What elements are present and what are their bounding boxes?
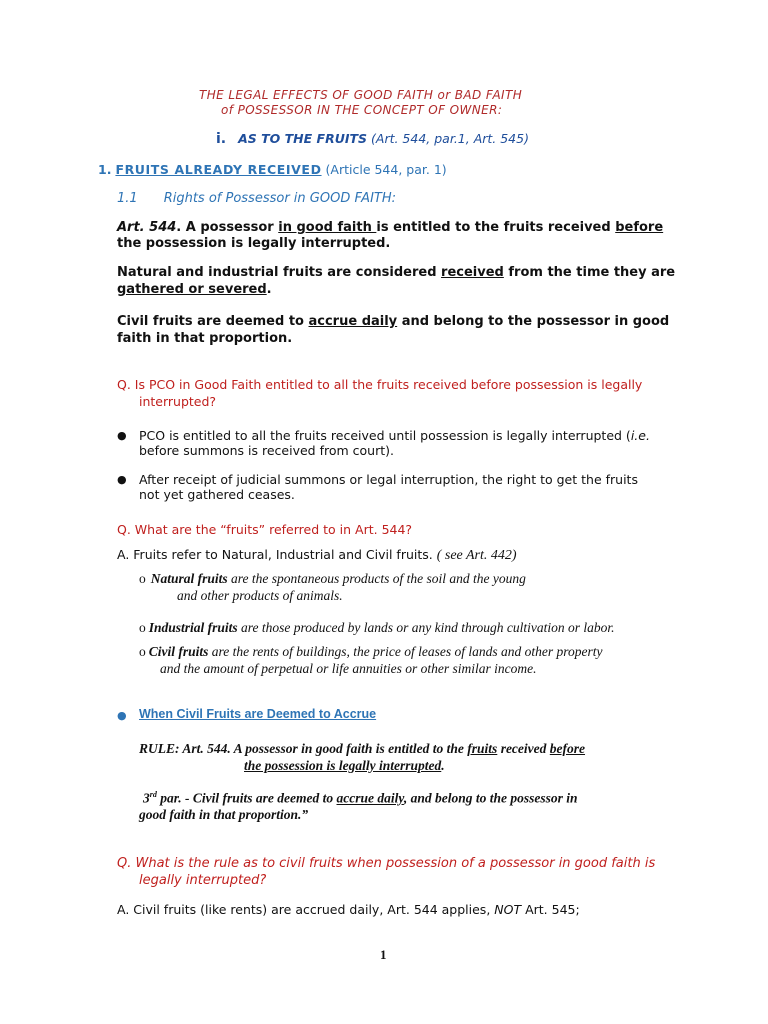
civil-fruits-line-1 xyxy=(117,314,669,329)
rule-underline-interrupted: the possession is legally interrupted xyxy=(244,758,442,773)
subsection-1-1-label: Rights of Possessor in GOOD FAITH: xyxy=(163,191,397,206)
natural-fruits-line-1 xyxy=(139,571,526,587)
civil-fruits-text: are the rents of buildings, the price of leases of lands and other property xyxy=(208,644,603,659)
natural-underline-received: received xyxy=(441,265,504,280)
section-1-number: 1. xyxy=(98,162,112,177)
natural-industrial-line-1 xyxy=(117,265,675,280)
section-1-label: FRUITS ALREADY RECEIVED xyxy=(115,162,322,177)
question-2: Q. What are the “fruits” referred to in Art. 544? xyxy=(117,522,413,537)
answer-3-text-2: Art. 545; xyxy=(521,902,580,917)
natural-fruits-text: are the spontaneous products of the soil and the young xyxy=(227,571,526,586)
document-title-line-1: THE LEGAL EFFECTS OF GOOD FAITH or BAD FAITH xyxy=(199,88,523,102)
industrial-fruits-text: are those produced by lands or any kind through cultivation or labor. xyxy=(237,620,615,635)
natural-fruits-line-2: and other products of animals. xyxy=(177,588,343,603)
civil-fruits-label: Civil fruits xyxy=(148,644,209,659)
third-par-superscript: rd xyxy=(149,790,157,799)
rule-text-end: . xyxy=(441,758,445,773)
circle-bullet-icon: o xyxy=(139,620,146,635)
civil-fruits-definition-line-1 xyxy=(139,644,602,660)
answer-3 xyxy=(117,902,580,917)
natural-underline-gathered: gathered or severed xyxy=(117,282,267,297)
rule-underline-before: before xyxy=(549,741,586,756)
third-par-text-2: , and belong to the possessor in xyxy=(403,790,578,806)
art-544-line-2: the possession is legally interrupted. xyxy=(117,236,391,251)
art-544-underline-good-faith: in good faith xyxy=(278,220,377,235)
rule-text-2: received xyxy=(497,741,550,756)
natural-text-1: Natural and industrial fruits are considered xyxy=(117,265,442,280)
civil-fruits-line-2: faith in that proportion. xyxy=(117,331,293,346)
bullet-1-line-1 xyxy=(139,428,650,443)
bullet-icon: ● xyxy=(117,709,127,722)
rule-line-1 xyxy=(139,741,585,757)
page-number: 1 xyxy=(380,947,387,962)
section-i-number: i. xyxy=(216,131,227,147)
answer-2-text: A. Fruits refer to Natural, Industrial and Civil fruits. xyxy=(117,547,437,562)
bullet-icon: ● xyxy=(117,429,127,442)
third-par-line-2: good faith in that proportion.” xyxy=(139,807,309,822)
industrial-fruits-label: Industrial fruits xyxy=(148,620,238,635)
rule-underline-fruits: fruits xyxy=(467,741,498,756)
rule-line-2 xyxy=(244,758,445,774)
art-544-line-1 xyxy=(117,220,663,235)
bullet-1-ie: i.e. xyxy=(630,428,650,443)
section-i-heading xyxy=(216,131,529,147)
art-544-underline-before: before xyxy=(615,220,664,235)
subsection-1-1-heading xyxy=(117,191,396,206)
civil-text-1: Civil fruits are deemed to xyxy=(117,314,309,329)
bullet-1-line-2: before summons is received from court). xyxy=(139,443,394,458)
third-par-underline-accrue: accrue daily xyxy=(336,790,404,806)
question-1-line-2: interrupted? xyxy=(139,394,217,409)
natural-industrial-line-2 xyxy=(117,282,272,297)
circle-bullet-icon: o xyxy=(139,644,146,659)
natural-fruits-label: Natural fruits xyxy=(150,571,228,586)
section-i-reference: (Art. 544, par.1, Art. 545) xyxy=(371,131,529,146)
civil-underline-accrue: accrue daily xyxy=(308,314,398,329)
question-3-line-2: legally interrupted? xyxy=(139,873,267,888)
answer-3-not: NOT xyxy=(494,902,522,917)
when-civil-fruits-heading: When Civil Fruits are Deemed to Accrue xyxy=(139,707,377,721)
industrial-fruits-line xyxy=(139,620,615,636)
third-par-line-1 xyxy=(143,790,578,807)
bullet-2-line-1: After receipt of judicial summons or legal interruption, the right to get the fruits xyxy=(139,472,638,487)
section-i-label: AS TO THE FRUITS xyxy=(238,131,368,146)
section-1-reference: (Article 544, par. 1) xyxy=(325,162,447,177)
answer-3-text-1: A. Civil fruits (like rents) are accrued daily, Art. 544 applies, xyxy=(117,902,495,917)
question-1-line-1: Q. Is PCO in Good Faith entitled to all the fruits received before possession is legally xyxy=(117,377,643,392)
answer-2-see-reference: ( see Art. 442) xyxy=(436,548,517,563)
art-544-text-2: is entitled to the fruits received xyxy=(376,220,616,235)
rule-text-1: RULE: Art. 544. A possessor in good faith is entitled to the xyxy=(139,741,468,756)
civil-fruits-definition-line-2: and the amount of perpetual or life annuities or other similar income. xyxy=(160,661,537,676)
section-1-heading xyxy=(98,162,447,177)
document-title-line-2: of POSSESSOR IN THE CONCEPT OF OWNER: xyxy=(221,103,503,117)
third-par-text-1: par. - Civil fruits are deemed to xyxy=(156,790,337,806)
third-par-number: 3 xyxy=(143,790,150,806)
natural-text-2: from the time they are xyxy=(503,265,676,280)
circle-bullet-icon: o xyxy=(139,571,146,586)
answer-2 xyxy=(117,547,517,564)
civil-text-2: and belong to the possessor in good xyxy=(397,314,670,329)
bullet-icon: ● xyxy=(117,473,127,486)
art-544-label: Art. 544 xyxy=(117,220,177,235)
natural-text-3: . xyxy=(266,282,272,297)
subsection-1-1-number: 1.1 xyxy=(117,191,138,206)
art-544-text-1: . A possessor xyxy=(176,220,279,235)
bullet-2-line-2: not yet gathered ceases. xyxy=(139,487,295,502)
question-3-line-1: Q. What is the rule as to civil fruits when possession of a possessor in good faith is xyxy=(117,856,656,871)
bullet-1-text: PCO is entitled to all the fruits received until possession is legally interrupted ( xyxy=(139,428,631,443)
